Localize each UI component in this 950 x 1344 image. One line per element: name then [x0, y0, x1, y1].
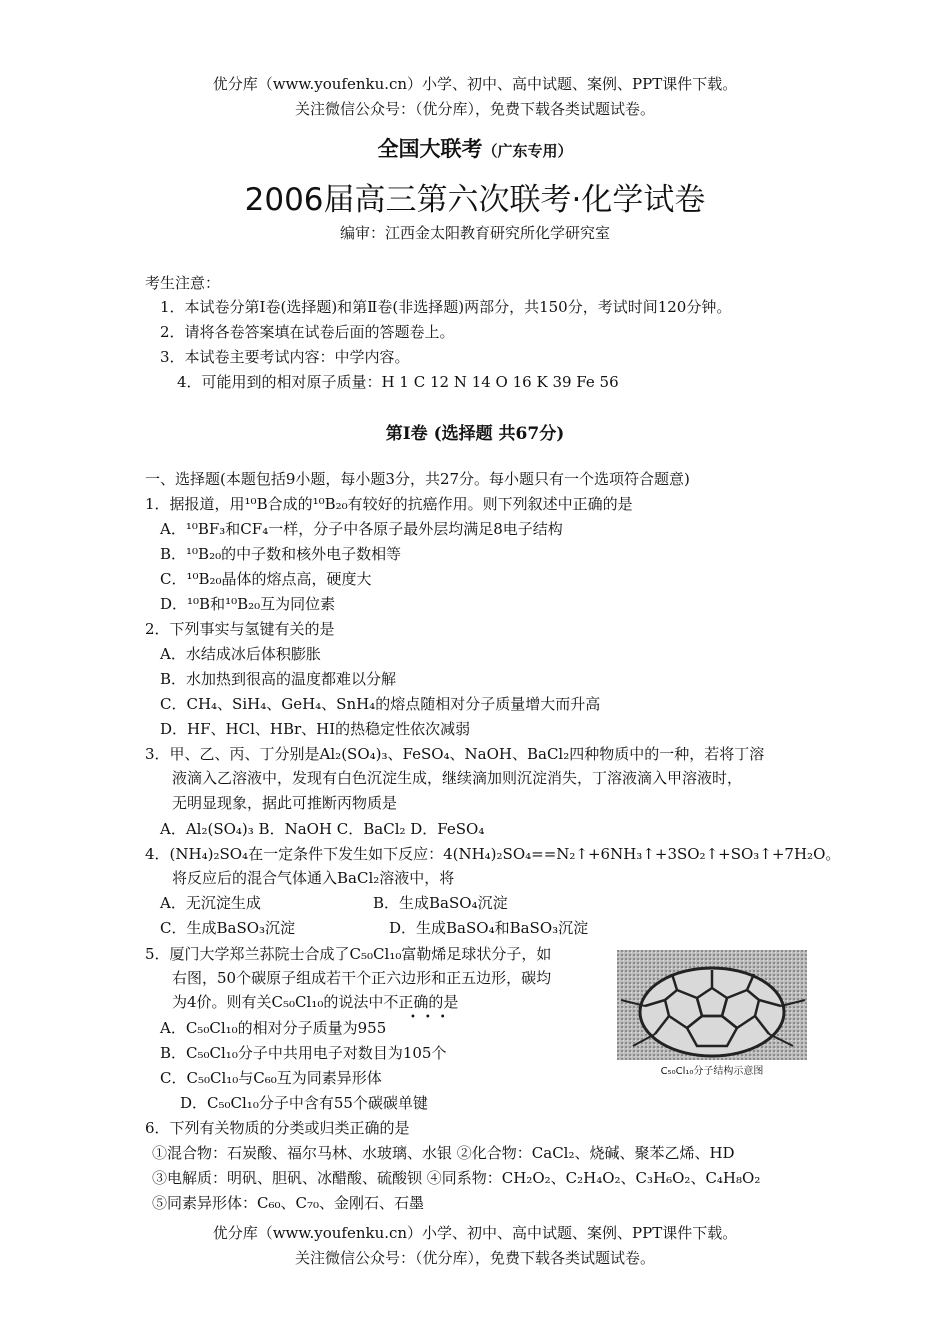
question-4-stem-2: 将反应后的混合气体通入BaCl₂溶液中，将 [172, 869, 455, 887]
figure-caption: C₅₀Cl₁₀分子结构示意图 [660, 1066, 764, 1077]
exam-series-note: （广东专用） [482, 142, 573, 160]
header-line-1: 优分库（www.youfenku.cn）小学、初中、高中试题、案例、PPT课件下载。 [212, 75, 738, 93]
question-4-option-d: D．生成BaSO₄和BaSO₃沉淀 [389, 919, 589, 937]
question-4-stem-1: 4．(NH₄)₂SO₄在一定条件下发生如下反应：4(NH₄)₂SO₄==N₂↑+6NH₃↑+3SO₂↑+SO₃↑+7H₂O。 [145, 845, 841, 863]
question-3-options: A．Al₂(SO₄)₃ B．NaOH C．BaCl₂ D．FeSO₄ [160, 820, 485, 838]
question-4-option-c: C．生成BaSO₃沉淀 [160, 919, 296, 937]
question-4-option-a: A．无沉淀生成 [160, 894, 261, 912]
question-5-stem-1: 5．厦门大学郑兰荪院士合成了C₅₀Cl₁₀富勒烯足球状分子，如 [145, 945, 552, 963]
page-title: 2006届高三第六次联考·化学试卷 [244, 182, 706, 218]
notice-heading: 考生注意： [145, 274, 221, 292]
question-5-option-a: A．C₅₀Cl₁₀的相对分子质量为955 [160, 1019, 387, 1037]
molecule-figure [617, 950, 807, 1082]
question-2-option-c: C．CH₄、SiH₄、GeH₄、SnH₄的熔点随相对分子质量增大而升高 [160, 695, 601, 713]
notice-item: 2．请将各卷答案填在试卷后面的答题卷上。 [160, 323, 455, 341]
question-2-stem: 2．下列事实与氢键有关的是 [145, 620, 335, 638]
question-1-option-c: C．¹⁰B₂₀晶体的熔点高，硬度大 [160, 570, 372, 588]
footer-line-2: 关注微信公众号：（优分库），免费下载各类试题试卷。 [294, 1249, 655, 1267]
header-line-2: 关注微信公众号：（优分库），免费下载各类试题试卷。 [294, 100, 655, 118]
question-5-stem-3: 为4价。则有关C₅₀Cl₁₀的说法中不正确的是 [172, 993, 459, 1011]
question-6-line-2: ③电解质：明矾、胆矾、冰醋酸、硫酸钡 ④同系物：CH₂O₂、C₂H₄O₂、C₃H₆O₂、C₄H₈O₂ [152, 1169, 761, 1187]
question-5-option-b: B．C₅₀Cl₁₀分子中共用电子对数目为105个 [160, 1044, 447, 1062]
question-1-option-d: D．¹⁰B和¹⁰B₂₀互为同位素 [160, 595, 336, 613]
question-2-option-a: A．水结成冰后体积膨胀 [160, 645, 321, 663]
fullerene-molecule-diagram [617, 950, 807, 1060]
question-6-stem: 6．下列有关物质的分类或归类正确的是 [145, 1119, 410, 1137]
notice-item: 1．本试卷分第Ⅰ卷(选择题)和第Ⅱ卷(非选择题)两部分，共150分，考试时间120分钟。 [160, 298, 732, 316]
footer-line-1: 优分库（www.youfenku.cn）小学、初中、高中试题、案例、PPT课件下载。 [212, 1224, 738, 1242]
emphasis-dots: ••• [410, 1012, 455, 1023]
question-3-stem-2: 液滴入乙溶液中，发现有白色沉淀生成，继续滴加则沉淀消失，丁溶液滴入甲溶液时， [172, 769, 743, 787]
question-3-stem-1: 3．甲、乙、丙、丁分别是Al₂(SO₄)₃、FeSO₄、NaOH、BaCl₂四种物质中的一种，若将丁溶 [145, 745, 765, 763]
editor-line: 编审：江西金太阳教育研究所化学研究室 [339, 224, 610, 242]
question-5-stem-2: 右图，50个碳原子组成若干个正六边形和正五边形，碳均 [172, 969, 552, 987]
question-4-option-b: B．生成BaSO₄沉淀 [373, 894, 508, 912]
question-1-option-b: B．¹⁰B₂₀的中子数和核外电子数相等 [160, 545, 402, 563]
notice-item: 3．本试卷主要考试内容：中学内容。 [160, 348, 410, 366]
question-1-option-a: A．¹⁰BF₃和CF₄一样，分子中各原子最外层均满足8电子结构 [160, 520, 563, 538]
exam-series-name: 全国大联考 [377, 137, 483, 161]
notice-item: 4．可能用到的相对原子质量：H 1 C 12 N 14 O 16 K 39 Fe 56 [177, 373, 619, 391]
question-2-option-d: D．HF、HCl、HBr、HI的热稳定性依次减弱 [160, 720, 471, 738]
question-5-option-d: D．C₅₀Cl₁₀分子中含有55个碳碳单键 [180, 1094, 428, 1112]
question-6-line-1: ①混合物：石炭酸、福尔马林、水玻璃、水银 ②化合物：CaCl₂、烧碱、聚苯乙烯、HD [152, 1144, 735, 1162]
question-2-option-b: B．水加热到很高的温度都难以分解 [160, 670, 397, 688]
question-3-stem-3: 无明显现象，据此可推断丙物质是 [172, 794, 398, 812]
question-6-line-3: ⑤同素异形体：C₆₀、C₇₀、金刚石、石墨 [152, 1194, 425, 1212]
question-1-stem: 1．据报道，用¹⁰B合成的¹⁰B₂₀有较好的抗癌作用。则下列叙述中正确的是 [145, 495, 633, 513]
question-5-option-c: C．C₅₀Cl₁₀与C₆₀互为同素异形体 [160, 1069, 382, 1087]
exam-series-title [0, 133, 950, 163]
section-intro: 一、选择题(本题包括9小题，每小题3分，共27分。每小题只有一个选项符合题意) [145, 470, 690, 488]
section-title: 第Ⅰ卷 (选择题 共67分) [385, 424, 565, 444]
